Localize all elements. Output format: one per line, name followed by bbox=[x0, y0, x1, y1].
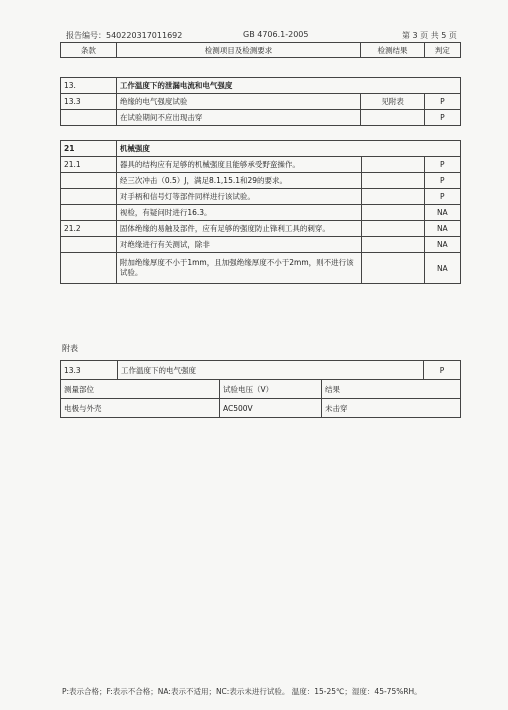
table-row: 21.2 固体绝缘的易触及部件，应有足够的强度防止锋利工具的刺穿。 NA bbox=[61, 221, 461, 237]
appendix-title: 工作温度下的电气强度 bbox=[118, 361, 424, 380]
standard-code: GB 4706.1-2005 bbox=[243, 30, 309, 39]
section-21-table bbox=[60, 140, 461, 284]
table-row bbox=[61, 399, 461, 418]
table-row: 附加绝缘厚度不小于1mm，且加强绝缘厚度不小于2mm，则不进行该试验。 NA bbox=[61, 253, 461, 284]
appendix-col-result: 结果 bbox=[322, 380, 461, 399]
table-row: 对绝缘进行有关测试，除非 NA bbox=[61, 237, 461, 253]
col-item: 检测项目及检测要求 bbox=[116, 43, 361, 58]
report-number: 报告编号：540220317011692 bbox=[66, 31, 183, 40]
appendix-result: 未击穿 bbox=[322, 399, 461, 418]
table-row: 21.1 器具的结构应有足够的机械强度且能够承受野蛮操作。 P bbox=[61, 157, 461, 173]
section-21-num: 21 bbox=[61, 141, 117, 157]
table-row: 视检，有疑问时进行16.3。 NA bbox=[61, 205, 461, 221]
section-13-title: 工作温度下的泄漏电流和电气强度 bbox=[116, 78, 460, 94]
col-verdict: 判定 bbox=[424, 43, 460, 58]
table-row: 在试验期间不应出现击穿 P bbox=[61, 110, 461, 126]
table-row: 13.3 绝缘的电气强度试验 见附表 P bbox=[61, 94, 461, 110]
appendix-clause: 13.3 bbox=[61, 361, 118, 380]
section-13-table bbox=[60, 77, 461, 126]
appendix-part: 电极与外壳 bbox=[61, 399, 220, 418]
appendix-voltage: AC500V bbox=[220, 399, 322, 418]
appendix-col-voltage: 试验电压（V） bbox=[220, 380, 322, 399]
appendix-table bbox=[60, 360, 461, 418]
col-result: 检测结果 bbox=[361, 43, 424, 58]
table-row: 经三次冲击（0.5）J，满足8.1,15.1和29的要求。 P bbox=[61, 173, 461, 189]
column-header-table bbox=[60, 42, 461, 58]
appendix-col-part: 测量部位 bbox=[61, 380, 220, 399]
section-13-num: 13. bbox=[61, 78, 117, 94]
footer-legend: P:表示合格；F:表示不合格；NA:表示不适用；NC:表示未进行试验。 温度：15-25℃；湿度：45-75%RH。 bbox=[62, 687, 422, 696]
appendix-label: 附表 bbox=[62, 344, 78, 353]
col-clause: 条款 bbox=[61, 43, 117, 58]
table-row: 对手柄和信号灯等部件同样进行该试验。 P bbox=[61, 189, 461, 205]
appendix-verdict: P bbox=[424, 361, 461, 380]
page-indicator: 第 3 页 共 5 页 bbox=[402, 31, 457, 40]
section-21-title: 机械强度 bbox=[116, 141, 460, 157]
